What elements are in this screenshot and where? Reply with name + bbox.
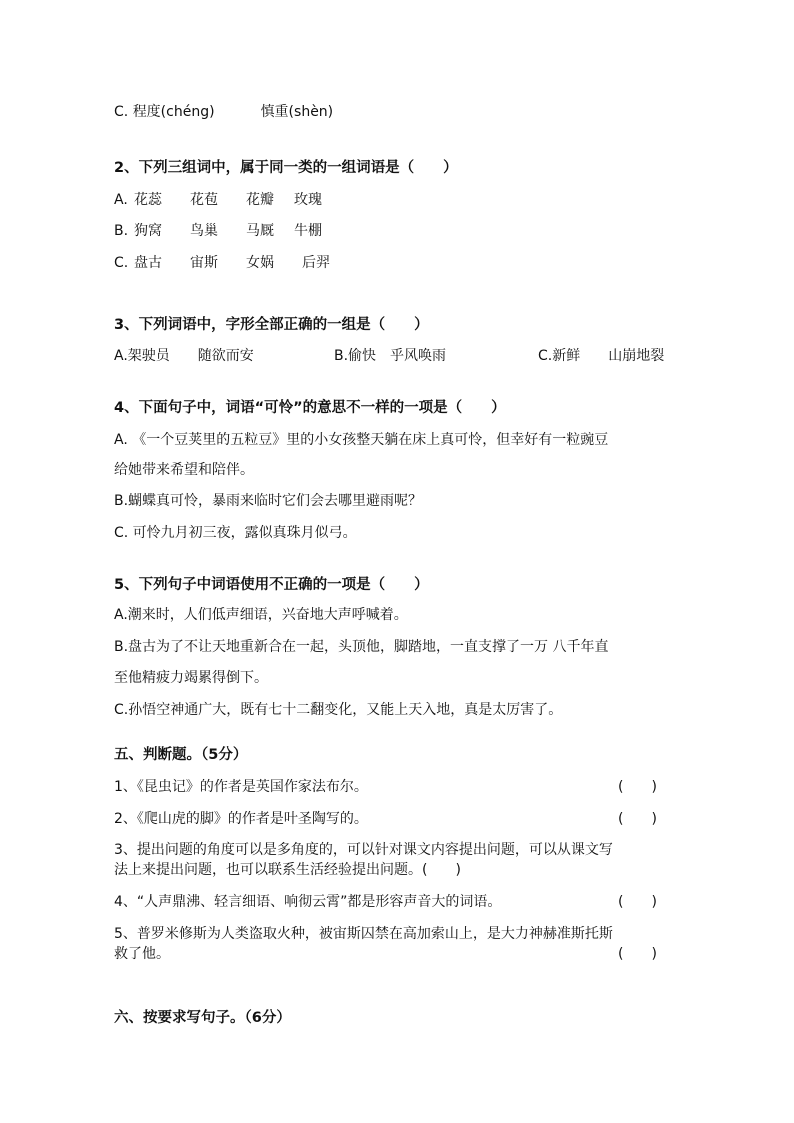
q5-option-c: C.孙悟空神通广大，既有七十二翻变化，又能上天入地，真是太厉害了。: [114, 702, 563, 718]
answer-paren: ( ): [618, 779, 657, 795]
q3-title: 3、下列词语中，字形全部正确的一组是（ ）: [114, 317, 429, 333]
q5-title: 5、下列句子中词语使用不正确的一项是（ ）: [114, 577, 429, 593]
judge-item-5-line2: 救了他。: [114, 946, 170, 962]
q2-title: 2、下列三组词中，属于同一类的一组词语是（ ）: [114, 160, 458, 176]
q2-option-a: A.花蕊 花苞 花瓣 玫瑰: [114, 192, 322, 208]
judge-item-5-line1: 5、普罗米修斯为人类盗取火种，被宙斯囚禁在高加索山上，是大力神赫准斯托斯: [114, 926, 613, 942]
section5-title: 五、判断题。（5分）: [114, 747, 248, 763]
answer-paren: ( ): [618, 894, 657, 910]
section6-title: 六、按要求写句子。（6分）: [114, 1010, 291, 1026]
q4-title: 4、下面句子中，词语“可怜”的意思不一样的一项是（ ）: [114, 400, 506, 416]
judge-item-3-line2: 法上来提出问题，也可以联系生活经验提出问题。( ): [114, 862, 461, 878]
judge-item-1: 1、《昆虫记》的作者是英国作家法布尔。: [114, 779, 368, 795]
word: 程度(chéng): [132, 104, 215, 120]
q2-option-b: B.狗窝 鸟巢 马厩 牛棚: [114, 223, 322, 239]
answer-paren: ( ): [618, 946, 657, 962]
prev-option-c: C. 程度(chéng) 慎重(shèn): [114, 104, 334, 120]
q3-option-c: C.新鲜 山崩地裂: [538, 348, 665, 364]
q5-option-b-line1: B.盘古为了不让天地重新合在一起，头顶他，脚踏地，一直支撑了一万 八千年直: [114, 639, 609, 655]
q5-option-a: A.潮来时，人们低声细语，兴奋地大声呼喊着。: [114, 607, 408, 623]
q2-option-c: C.盘古 宙斯 女娲 后羿: [114, 255, 330, 271]
q5-option-b-line2: 至他精疲力竭累得倒下。: [114, 670, 268, 686]
q4-option-c: C. 可怜九月初三夜，露似真珠月似弓。: [114, 525, 357, 541]
q3-option-b: B.偷快 乎风唤雨: [334, 348, 447, 364]
answer-paren: ( ): [618, 811, 657, 827]
word: 慎重(shèn): [260, 104, 334, 120]
judge-item-3-line1: 3、提出问题的角度可以是多角度的，可以针对课文内容提出问题，可以从课文写: [114, 842, 613, 858]
judge-item-2: 2、《爬山虎的脚》的作者是叶圣陶写的。: [114, 811, 368, 827]
q4-option-a-line2: 给她带来希望和陪伴。: [114, 462, 254, 478]
q4-option-a-line1: A. 《一个豆荚里的五粒豆》里的小女孩整天躺在床上真可怜，但幸好有一粒豌豆: [114, 432, 609, 448]
q4-option-b: B.蝴蝶真可怜，暴雨来临时它们会去哪里避雨呢？: [114, 493, 423, 509]
q3-option-a: A.架驶员 随欲而安: [114, 348, 254, 364]
judge-item-4: 4、“人声鼎沸、轻言细语、响彻云霄”都是形容声音大的词语。: [114, 894, 502, 910]
